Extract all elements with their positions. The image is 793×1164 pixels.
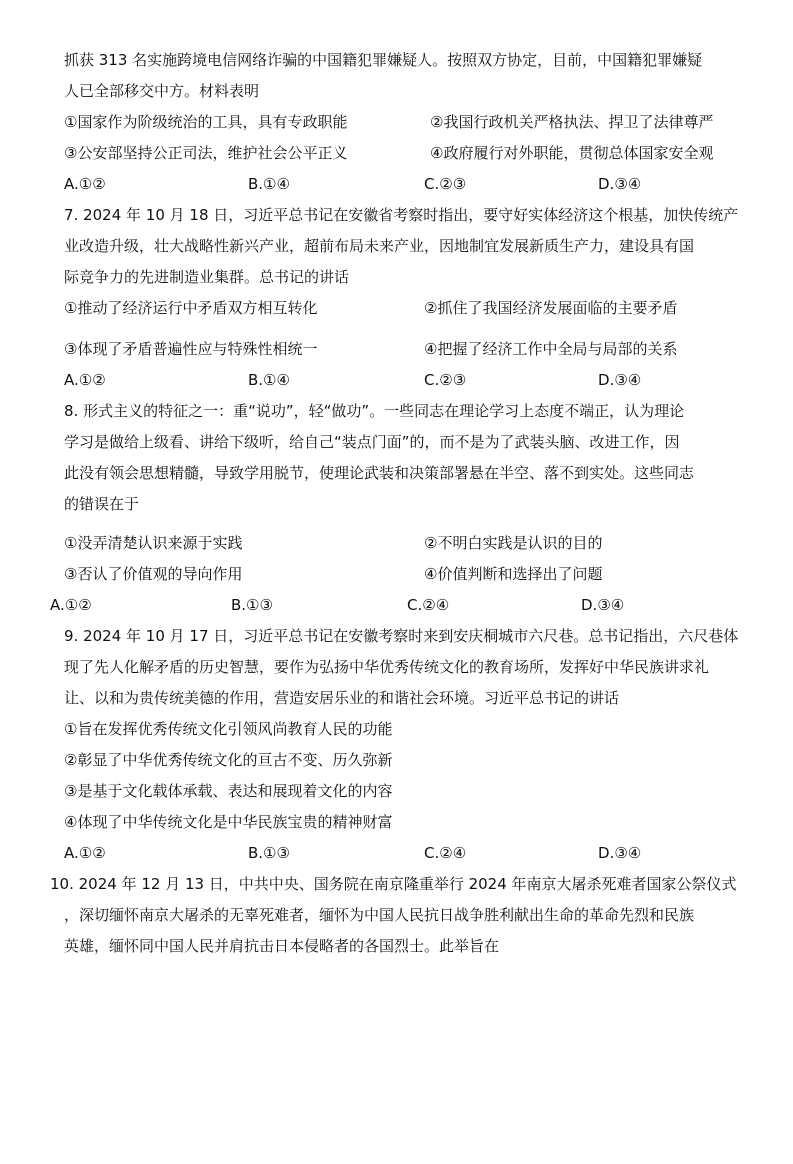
q6-choice-d: D.③④ (598, 175, 642, 193)
q6-statement-3: ③公安部坚持公正司法，维护社会公平正义 (64, 144, 348, 162)
q6-choice-a: A.①② (64, 175, 106, 193)
q9-text-line-2: 现了先人化解矛盾的历史智慧，要作为弘扬中华优秀传统文化的教育场所，发挥好中华民族讲求礼 (64, 658, 710, 676)
q7-choice-c: C.②③ (424, 371, 467, 389)
q9-choice-d: D.③④ (598, 844, 642, 862)
q8-text-line-2: 学习是做给上级看、讲给下级听，给自己“装点门面”的，而不是为了武装头脑、改进工作，因 (64, 433, 680, 451)
q7-text-line-3: 际竞争力的先进制造业集群。总书记的讲话 (64, 268, 350, 286)
q7-choice-b: B.①④ (248, 371, 290, 389)
q9-choice-a: A.①② (64, 844, 106, 862)
q7-text-line-2: 业改造升级，壮大战略性新兴产业，超前布局未来产业，因地制宜发展新质生产力，建设具有国 (64, 237, 695, 255)
q6-statement-4: ④政府履行对外职能，贯彻总体国家安全观 (430, 144, 714, 162)
q8-statement-2: ②不明白实践是认识的目的 (424, 534, 603, 552)
q7-statement-3: ③体现了矛盾普遍性应与特殊性相统一 (64, 340, 318, 358)
q8-choice-b: B.①③ (231, 596, 273, 614)
q9-statement-2: ②彰显了中华优秀传统文化的亘古不变、历久弥新 (64, 751, 393, 769)
q8-choice-d: D.③④ (581, 596, 625, 614)
q8-text-line-1: 8. 形式主义的特征之一：重“说功”，轻“做功”。一些同志在理论学习上态度不端正，认为理论 (64, 402, 685, 420)
q9-statement-3: ③是基于文化载体承载、表达和展现着文化的内容 (64, 782, 393, 800)
q9-statement-4: ④体现了中华传统文化是中华民族宝贵的精神财富 (64, 813, 393, 831)
q6-statement-2: ②我国行政机关严格执法、捍卫了法律尊严 (430, 113, 714, 131)
q6-text-line-2: 人已全部移交中方。材料表明 (64, 82, 260, 100)
q6-choice-c: C.②③ (424, 175, 467, 193)
q7-choice-d: D.③④ (598, 371, 642, 389)
q7-statement-1: ①推动了经济运行中矛盾双方相互转化 (64, 299, 318, 317)
q6-choice-b: B.①④ (248, 175, 290, 193)
q9-choice-c: C.②④ (424, 844, 467, 862)
q9-choice-b: B.①③ (248, 844, 290, 862)
q7-statement-2: ②抓住了我国经济发展面临的主要矛盾 (424, 299, 678, 317)
q8-text-line-3: 此没有领会思想精髓，导致学用脱节，使理论武装和决策部署悬在半空、落不到实处。这些同志 (64, 464, 695, 482)
q8-statement-4: ④价值判断和选择出了问题 (424, 565, 603, 583)
q10-text-line-1: 10. 2024 年 12 月 13 日，中共中央、国务院在南京隆重举行 2024 年南京大屠杀死难者国家公祭仪式 (50, 875, 737, 893)
q10-text-line-2: ，深切缅怀南京大屠杀的无辜死难者，缅怀为中国人民抗日战争胜利献出生命的革命先烈和民族 (64, 906, 695, 924)
q7-statement-4: ④把握了经济工作中全局与局部的关系 (424, 340, 678, 358)
q8-statement-1: ①没弄清楚认识来源于实践 (64, 534, 243, 552)
q8-choice-c: C.②④ (407, 596, 450, 614)
q10-text-line-3: 英雄，缅怀同中国人民并肩抗击日本侵略者的各国烈士。此举旨在 (64, 937, 500, 955)
q9-text-line-3: 让、以和为贵传统美德的作用，营造安居乐业的和谐社会环境。习近平总书记的讲话 (64, 689, 620, 707)
q8-text-line-4: 的错误在于 (64, 495, 140, 513)
q6-statement-1: ①国家作为阶级统治的工具，具有专政职能 (64, 113, 348, 131)
q9-statement-1: ①旨在发挥优秀传统文化引领风尚教育人民的功能 (64, 720, 393, 738)
q8-choice-a: A.①② (50, 596, 92, 614)
q7-choice-a: A.①② (64, 371, 106, 389)
q8-statement-3: ③否认了价值观的导向作用 (64, 565, 243, 583)
q7-text-line-1: 7. 2024 年 10 月 18 日，习近平总书记在安徽省考察时指出，要守好实体经济这个根基，加快传统产 (64, 206, 739, 224)
q9-text-line-1: 9. 2024 年 10 月 17 日，习近平总书记在安徽考察时来到安庆桐城市六尺巷。总书记指出，六尺巷体 (64, 627, 739, 645)
q6-text-line-1: 抓获 313 名实施跨境电信网络诈骗的中国籍犯罪嫌疑人。按照双方协定，目前，中国籍犯罪嫌疑 (64, 51, 703, 69)
